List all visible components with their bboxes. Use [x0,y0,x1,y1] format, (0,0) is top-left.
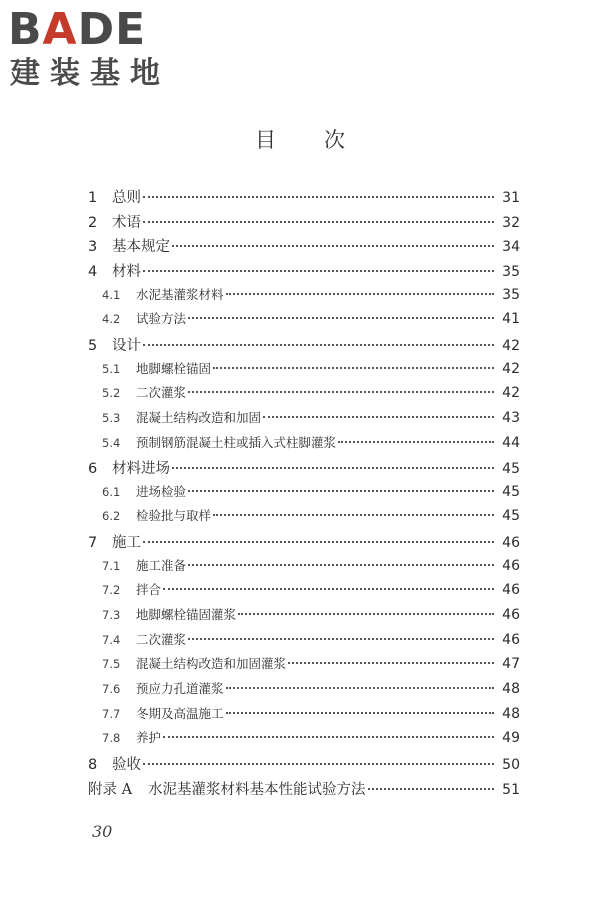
dot-leader [188,563,494,566]
toc-entry[interactable] [88,235,520,256]
toc-entry-number: 7.5 [102,657,121,672]
toc-entry-label: 水泥基灌浆材料基本性能试验方法 [148,781,366,798]
toc-entry-page: 46 [502,535,520,552]
toc-entry-number: 7 [88,535,98,552]
toc-entry-label: 材料 [112,263,141,280]
toc-entry-label: 混凝土结构改造和加固灌浆 [136,656,287,672]
toc-entry-page: 45 [502,508,520,525]
toc-entry-label: 地脚螺栓锚固灌浆 [136,607,237,623]
toc-entry-page: 31 [502,190,520,206]
toc-entry-number: 7.3 [102,608,121,623]
toc-entry[interactable] [88,334,520,355]
toc-entry-number: 附录 A [88,781,133,798]
dot-leader [143,195,494,198]
toc-entry[interactable] [102,679,520,697]
toc-entry[interactable] [88,531,520,552]
toc-entry[interactable] [102,704,520,722]
toc-entry-page: 41 [502,311,520,328]
dot-leader [226,292,494,295]
page-number: 30 [92,822,113,841]
title-part-1: 目 [255,128,276,152]
toc-entry-page: 46 [502,582,520,599]
dot-leader [188,489,494,492]
toc-entry[interactable] [88,778,520,799]
dot-leader [143,762,494,765]
dot-leader [163,587,494,590]
toc-entry-page: 43 [502,409,520,426]
toc-entry-number: 7.2 [102,583,121,598]
toc-entry-page: 44 [502,434,520,451]
dot-leader [188,637,494,640]
toc-entry[interactable] [102,433,520,451]
toc-entry[interactable] [102,285,520,303]
toc-entry-page: 34 [502,239,520,256]
dot-leader [172,466,494,469]
dot-leader [338,440,494,443]
toc-entry-page: 46 [502,557,520,574]
toc-entry-page: 49 [502,730,520,747]
toc-entry-label: 施工 [112,535,141,552]
dot-leader [188,390,494,393]
toc-entry-number: 5.4 [102,435,121,450]
bade-logo [8,4,178,98]
toc-entry-label: 二次灌浆 [136,385,187,401]
toc-entry-page: 35 [502,286,520,303]
toc-entry-label: 设计 [112,337,141,354]
dot-leader [263,415,494,418]
toc-entry[interactable] [102,309,520,327]
toc-entry[interactable] [102,728,520,746]
dot-leader [368,787,495,790]
toc-entry-number: 1 [88,190,98,206]
toc-entry-page: 32 [502,214,520,231]
toc-entry-number: 6.2 [102,509,121,524]
toc-entry-label: 地脚螺栓锚固 [136,360,212,376]
toc-entry-label: 预应力孔道灌浆 [136,681,224,696]
toc-entry-page: 47 [502,656,520,673]
toc-entry[interactable] [102,482,520,500]
toc-entry-label: 试验方法 [136,311,187,327]
toc-entry-label: 水泥基灌浆材料 [136,286,224,302]
toc-entry[interactable] [102,506,520,524]
toc-entry-label: 进场检验 [136,483,187,499]
dot-leader [226,686,494,689]
toc-entry-number: 7.7 [102,706,121,721]
toc-entry-label: 术语 [112,214,141,231]
dot-leader [143,343,494,346]
toc-entry-label: 检验批与取样 [136,508,212,524]
dot-leader [163,735,494,738]
toc-entry-page: 45 [502,483,520,500]
toc-entry-number: 7.4 [102,632,121,647]
dot-leader [226,711,494,714]
dot-leader [172,244,494,247]
toc-entry-number: 6 [88,461,98,478]
toc-entry[interactable] [102,605,520,623]
toc-entry[interactable] [102,408,520,426]
dot-leader [143,269,494,272]
toc-entry-page: 46 [502,631,520,648]
dot-leader [213,513,494,516]
toc-entry-number: 4 [88,263,98,280]
toc-entry-page: 51 [502,781,520,798]
toc-entry-number: 8 [88,756,98,773]
toc-entry-label: 二次灌浆 [136,631,187,647]
toc-entry-number: 7.8 [102,731,121,746]
toc-entry[interactable] [102,359,520,377]
toc-entry-number: 6.1 [102,484,121,499]
toc-entry-page: 45 [502,461,520,478]
toc-entry-number: 5 [88,337,98,354]
toc-entry-label: 冬期及高温施工 [136,705,224,721]
toc-entry-number: 5.3 [102,410,121,425]
page-title [0,124,600,154]
toc-entry-label: 养护 [136,730,162,746]
title-part-2: 次 [324,128,345,152]
toc-entry-label: 基本规定 [112,239,170,256]
toc-entry-number: 4.1 [102,287,121,302]
toc-entry[interactable] [88,457,520,478]
toc-entry[interactable] [102,654,520,672]
toc-entry-number: 5.1 [102,361,121,376]
toc-entry[interactable] [102,580,520,598]
dot-leader [288,661,494,664]
toc-entry-label: 材料进场 [112,461,170,478]
dot-leader [143,220,494,223]
toc-entry-label: 总则 [112,190,141,206]
dot-leader [188,316,494,319]
dot-leader [238,612,494,615]
toc-entry-page: 50 [502,756,520,773]
toc-entry[interactable] [102,556,520,574]
toc-entry-label: 预制钢筋混凝土柱或插入式柱脚灌浆 [136,434,337,450]
toc-entry-label: 施工准备 [136,557,187,573]
logo-wordmark: BADE [8,4,147,55]
toc-entry[interactable] [88,753,520,774]
toc-entry-page: 42 [502,337,520,354]
toc-entry-number: 7.1 [102,558,121,573]
toc-entry-label: 验收 [112,756,141,773]
toc-entry[interactable] [88,186,520,207]
toc-entry-page: 48 [502,681,520,697]
toc-entry-number: 3 [88,239,98,256]
toc-entry-number: 4.2 [102,312,121,327]
toc-entry-page: 46 [502,607,520,624]
toc-entry-page: 42 [502,360,520,377]
toc-entry-label: 混凝土结构改造和加固 [136,409,262,425]
toc-entry-page: 35 [502,263,520,280]
toc-entry-number: 7.6 [102,682,121,696]
dot-leader [143,540,494,543]
toc-entry[interactable] [88,211,520,232]
toc-entry-number: 2 [88,214,98,231]
toc-entry-number: 5.2 [102,386,121,401]
toc-entry-page: 48 [502,705,520,722]
toc-entry-page: 42 [502,385,520,402]
toc-entry[interactable] [102,383,520,401]
dot-leader [213,366,494,369]
toc-entry-label: 拌合 [136,582,162,598]
toc-entry[interactable] [102,630,520,648]
logo-subtitle: 建装基地 [10,56,170,91]
toc-entry[interactable] [88,260,520,281]
